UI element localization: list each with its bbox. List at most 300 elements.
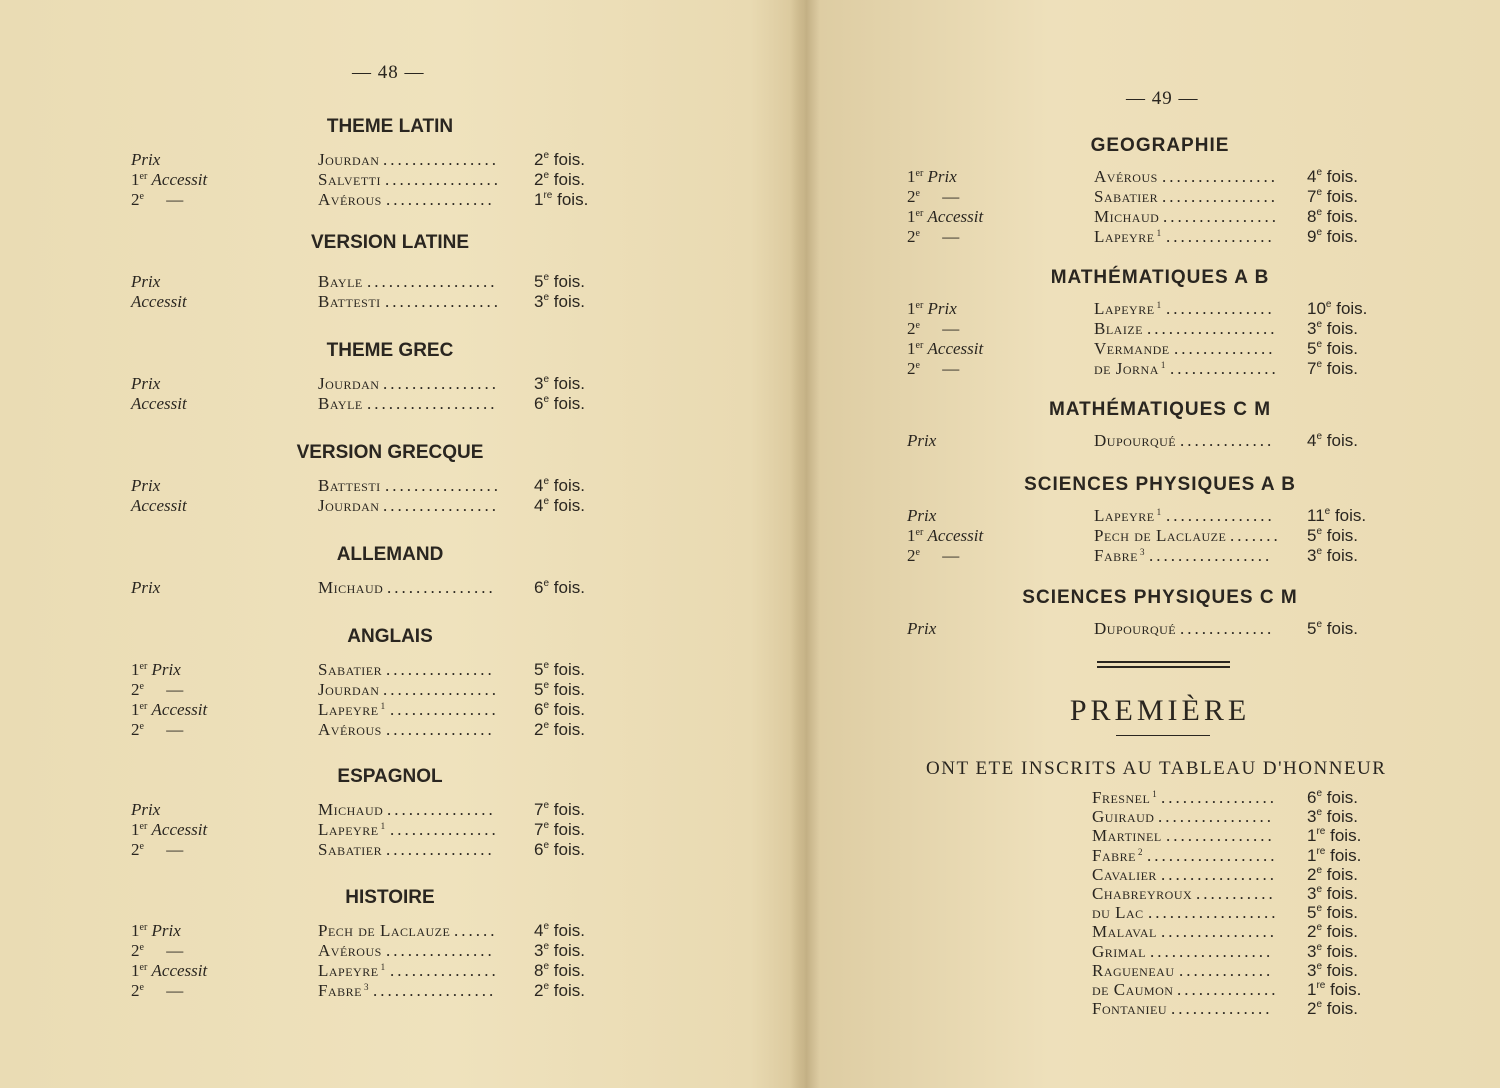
prize-row (131, 578, 614, 598)
dot-leader: ............... (386, 720, 495, 739)
student-name (1094, 526, 1226, 546)
prize-row (907, 506, 1387, 526)
student-name-text: Fabre (1092, 845, 1136, 865)
dot-leader: ................ (1162, 187, 1278, 206)
section-title: VERSION LATINE (311, 232, 469, 253)
dot-leader: ................ (383, 496, 499, 515)
page-number: — 49 — (1126, 88, 1199, 109)
student-name-text: du Lac (1092, 903, 1144, 923)
times-count (534, 496, 585, 516)
prize-row (907, 167, 1387, 187)
count-number: 5 (534, 660, 544, 679)
times-count (1307, 865, 1358, 885)
dot-leader: ................ (1161, 922, 1277, 942)
times-count (1307, 359, 1358, 379)
times-count (534, 578, 585, 598)
section-title: ANGLAIS (347, 626, 433, 647)
count-suffix: e (1316, 339, 1323, 350)
count-fois: fois. (1330, 845, 1362, 865)
student-name-text: Bayle (318, 394, 363, 413)
rank-label (131, 700, 207, 720)
rank-text: Prix (131, 476, 161, 495)
count-suffix: e (543, 660, 550, 671)
dot-leader: ................ (385, 476, 501, 495)
prize-row (131, 660, 614, 680)
prize-row (1092, 980, 1387, 1000)
rank-text: — (166, 720, 184, 739)
dot-leader: ................ (385, 170, 501, 189)
rank-text: Accessit (151, 961, 208, 980)
count-fois: fois. (553, 292, 585, 311)
dot-leader: ................ (385, 292, 501, 311)
count-suffix: e (543, 150, 550, 161)
count-fois: fois. (553, 496, 585, 515)
student-name (1092, 884, 1192, 904)
count-suffix: e (543, 921, 550, 932)
rank-label (131, 961, 207, 981)
count-number: 4 (1307, 431, 1317, 450)
student-name-text: Jourdan (318, 150, 380, 169)
rank-ordinal: 1 (907, 526, 916, 545)
student-name-text: Lapeyre (1094, 506, 1155, 525)
count-number: 3 (1307, 941, 1317, 961)
count-suffix: e (543, 720, 550, 731)
rank-text: Accessit (151, 170, 208, 189)
times-count (534, 394, 585, 414)
dot-leader: ................. (1150, 941, 1274, 961)
section-title: SCIENCES PHYSIQUES A B (1024, 474, 1296, 495)
count-number: 5 (1307, 619, 1317, 638)
count-number: 7 (534, 820, 544, 839)
count-fois: fois. (553, 820, 585, 839)
dot-leader: ............... (387, 578, 496, 597)
rank-ordinal: 2 (907, 359, 916, 378)
count-number: 3 (534, 941, 544, 960)
count-number: 2 (1307, 922, 1317, 942)
times-count (1307, 884, 1358, 904)
count-number: 7 (1307, 187, 1317, 206)
count-number: 1 (1307, 845, 1317, 865)
rank-ordinal: 1 (131, 660, 140, 679)
rank-text: — (942, 227, 960, 246)
student-name-text: Fabre (1094, 546, 1138, 565)
count-fois: fois. (553, 170, 585, 189)
count-suffix: e (1316, 431, 1323, 442)
count-number: 2 (534, 150, 544, 169)
rank-ordinal-suffix: e (915, 188, 920, 199)
times-count (534, 941, 585, 961)
rank-text: Prix (907, 431, 937, 450)
count-fois: fois. (1326, 319, 1358, 338)
rank-ordinal-suffix: e (139, 681, 144, 692)
rank-text: Prix (151, 921, 181, 940)
student-name (1094, 227, 1162, 247)
count-fois: fois. (553, 941, 585, 960)
count-fois: fois. (1326, 884, 1358, 903)
rank-ordinal-suffix: er (139, 171, 148, 182)
rank-ordinal: 2 (131, 190, 140, 209)
times-count (534, 374, 585, 394)
prize-row (1092, 865, 1387, 885)
double-rule (1097, 661, 1230, 663)
rank-label (131, 820, 207, 840)
prize-row (907, 431, 1387, 451)
count-number: 3 (1307, 960, 1317, 980)
dot-leader: ................. (1149, 546, 1273, 565)
times-count (1307, 922, 1358, 942)
dot-leader: ............... (387, 800, 496, 819)
student-name-text: Dupourqué (1094, 619, 1177, 638)
student-name (318, 961, 386, 981)
dot-leader: ............. (1180, 619, 1275, 638)
rank-label (907, 339, 983, 359)
rank-label (907, 619, 936, 639)
rank-text: — (166, 190, 184, 209)
count-fois: fois. (1330, 980, 1362, 999)
student-name (1092, 999, 1167, 1019)
rank-ordinal-suffix: er (915, 527, 924, 538)
count-fois: fois. (1326, 167, 1358, 186)
student-name-text: Fabre (318, 981, 362, 1000)
section-title: ESPAGNOL (337, 766, 443, 787)
rank-label (131, 476, 160, 496)
rank-label (131, 680, 183, 700)
student-name (1092, 903, 1144, 923)
dot-leader: ............. (1179, 960, 1274, 980)
dot-leader: ........... (1196, 884, 1276, 903)
rank-label (907, 207, 983, 227)
page-gutter (790, 0, 820, 1088)
rank-ordinal: 1 (907, 339, 916, 358)
count-number: 6 (534, 394, 544, 413)
count-suffix: e (1316, 359, 1323, 370)
count-suffix: e (1316, 526, 1323, 537)
footnote-mark: 1 (1160, 360, 1166, 370)
student-name (318, 150, 379, 170)
times-count (1307, 546, 1358, 566)
prize-row (131, 272, 614, 292)
prize-row (907, 619, 1387, 639)
student-name-text: Jourdan (318, 496, 380, 515)
student-name (1094, 207, 1159, 227)
dot-leader: .................. (1148, 903, 1279, 923)
times-count (1307, 999, 1358, 1019)
count-number: 8 (534, 961, 544, 980)
times-count (1307, 431, 1358, 451)
count-suffix: e (543, 941, 550, 952)
rank-ordinal: 1 (131, 820, 140, 839)
count-suffix: e (543, 374, 550, 385)
rank-ordinal-suffix: er (915, 208, 924, 219)
times-count (534, 840, 585, 860)
count-number: 1 (1307, 980, 1317, 999)
dot-leader: ................ (383, 374, 499, 393)
count-suffix: e (543, 961, 550, 972)
prize-row (907, 207, 1387, 227)
student-name-text: Chabreyroux (1092, 884, 1193, 903)
rank-text: Prix (131, 374, 161, 393)
count-suffix: e (543, 680, 550, 691)
count-fois: fois. (553, 476, 585, 495)
student-name-text: Michaud (318, 578, 384, 597)
count-number: 5 (1307, 339, 1317, 358)
double-rule (1097, 666, 1230, 668)
count-suffix: e (543, 292, 550, 303)
times-count (534, 680, 585, 700)
dot-leader: ................ (1163, 207, 1279, 226)
dot-leader: ................ (1162, 167, 1278, 186)
footnote-mark: 1 (1156, 507, 1162, 517)
count-suffix: e (1316, 903, 1323, 915)
rank-ordinal-suffix: e (915, 228, 920, 239)
student-name-text: Lapeyre (318, 961, 379, 980)
student-name (1094, 299, 1162, 319)
student-name (318, 170, 381, 190)
student-name (318, 840, 382, 860)
rank-ordinal: 2 (131, 680, 140, 699)
count-fois: fois. (1326, 187, 1358, 206)
count-suffix: e (1316, 319, 1323, 330)
times-count (1307, 961, 1358, 981)
student-name-text: Grimal (1092, 941, 1146, 961)
rank-label (907, 319, 959, 339)
rank-label (131, 496, 187, 516)
times-count (1307, 942, 1358, 962)
student-name (1094, 506, 1162, 526)
student-name (318, 720, 382, 740)
count-number: 2 (534, 720, 544, 739)
student-name (1094, 319, 1143, 339)
count-fois: fois. (553, 981, 585, 1000)
prize-row (1092, 903, 1387, 923)
count-suffix: e (1316, 884, 1323, 895)
rank-text: Prix (131, 150, 161, 169)
rank-label (131, 660, 181, 680)
dot-leader: ............... (386, 190, 495, 209)
prize-row (131, 292, 614, 312)
count-suffix: e (1316, 807, 1323, 819)
rank-ordinal: 1 (131, 921, 140, 940)
dot-leader: ............. (1180, 431, 1275, 450)
rank-ordinal-suffix: er (139, 701, 148, 712)
rank-label (131, 840, 183, 860)
dot-leader: ............... (1170, 359, 1279, 378)
student-name-text: Malaval (1092, 922, 1157, 942)
count-suffix: e (1316, 167, 1323, 178)
prize-row (907, 339, 1387, 359)
count-fois: fois. (553, 840, 585, 859)
student-name (318, 820, 386, 840)
student-name-text: de Caumon (1092, 980, 1174, 999)
page-number: — 48 — (352, 62, 425, 83)
times-count (1307, 846, 1361, 866)
student-name (318, 292, 381, 312)
prize-row (1092, 999, 1387, 1019)
times-count (534, 272, 585, 292)
count-fois: fois. (1326, 431, 1358, 450)
times-count (534, 961, 585, 981)
rank-label (907, 167, 957, 187)
count-number: 2 (1307, 864, 1317, 884)
count-suffix: e (543, 272, 550, 283)
dot-leader: ....... (1230, 526, 1281, 545)
rank-ordinal-suffix: er (915, 340, 924, 351)
count-number: 4 (534, 921, 544, 940)
student-name (318, 374, 379, 394)
rank-text: Prix (131, 578, 161, 597)
student-name (318, 800, 383, 820)
times-count (1307, 980, 1361, 1000)
count-fois: fois. (553, 660, 585, 679)
student-name-text: Battesti (318, 476, 381, 495)
count-fois: fois. (1326, 941, 1358, 961)
times-count (534, 921, 585, 941)
title-underline (1116, 735, 1210, 736)
rank-label (131, 394, 187, 414)
count-number: 1 (534, 190, 544, 209)
prize-row (1092, 826, 1387, 846)
count-number: 7 (534, 800, 544, 819)
count-fois: fois. (1334, 506, 1367, 525)
prize-row (1092, 846, 1387, 866)
count-fois: fois. (553, 700, 585, 719)
rank-text: — (166, 941, 184, 960)
footnote-mark: 3 (363, 982, 369, 992)
student-name (1092, 807, 1154, 827)
times-count (534, 720, 585, 740)
rank-text: Prix (927, 299, 957, 318)
dot-leader: ................ (1161, 864, 1277, 884)
student-name-text: Lapeyre (1094, 299, 1155, 318)
student-name-text: Fresnel (1092, 788, 1151, 807)
times-count (1307, 807, 1358, 827)
count-fois: fois. (553, 961, 585, 980)
honor-roll-subtitle: ONT ETE INSCRITS AU TABLEAU D'HONNEUR (926, 758, 1387, 779)
count-suffix: e (543, 981, 550, 992)
rank-ordinal-suffix: er (139, 922, 148, 933)
times-count (534, 700, 585, 720)
prize-row (131, 720, 614, 740)
count-fois: fois. (1326, 339, 1358, 358)
section-title: SCIENCES PHYSIQUES C M (1022, 587, 1298, 608)
student-name (1094, 187, 1158, 207)
times-count (534, 476, 585, 496)
rank-text: — (166, 680, 184, 699)
dot-leader: ............... (1166, 506, 1275, 525)
rank-ordinal-suffix: er (915, 168, 924, 179)
student-name (318, 272, 363, 292)
count-number: 10 (1307, 299, 1326, 318)
count-fois: fois. (557, 190, 589, 209)
rank-label (907, 187, 959, 207)
rank-text: Accessit (131, 394, 187, 413)
times-count (1307, 187, 1358, 207)
student-name (318, 496, 379, 516)
prize-row (131, 800, 614, 820)
rank-ordinal: 1 (131, 170, 140, 189)
rank-ordinal: 2 (907, 546, 916, 565)
student-name-text: Blaize (1094, 319, 1143, 338)
count-fois: fois. (1326, 788, 1358, 807)
times-count (1307, 319, 1358, 339)
count-fois: fois. (1326, 546, 1358, 565)
student-name-text: Pech de Laclauze (318, 921, 451, 940)
dot-leader: ...... (454, 921, 498, 940)
rank-label (131, 374, 160, 394)
count-number: 2 (534, 170, 544, 189)
rank-text: Accessit (151, 820, 208, 839)
count-number: 4 (1307, 167, 1317, 186)
count-suffix: e (543, 170, 550, 181)
count-fois: fois. (1326, 227, 1358, 246)
rank-ordinal-suffix: e (915, 320, 920, 331)
times-count (534, 820, 585, 840)
student-name-text: Guiraud (1092, 807, 1155, 827)
footnote-mark: 1 (380, 701, 386, 711)
prize-row (131, 190, 614, 210)
count-fois: fois. (1326, 807, 1358, 827)
times-count (534, 981, 585, 1001)
dot-leader: ............... (1166, 826, 1275, 846)
rank-label (907, 546, 959, 566)
rank-label (131, 921, 181, 941)
prize-row (131, 961, 614, 981)
count-fois: fois. (553, 921, 585, 940)
dot-leader: ............... (1166, 227, 1275, 246)
count-fois: fois. (553, 374, 585, 393)
student-name-text: Avérous (318, 190, 382, 209)
prize-row (131, 921, 614, 941)
count-suffix: e (1324, 506, 1331, 517)
student-name-text: Avérous (1094, 167, 1158, 186)
count-number: 2 (534, 981, 544, 1000)
student-name-text: Sabatier (1094, 187, 1159, 206)
prize-row (131, 680, 614, 700)
count-suffix: re (1316, 980, 1326, 991)
student-name (1094, 431, 1176, 451)
student-name (318, 700, 386, 720)
count-suffix: e (1316, 227, 1323, 238)
dot-leader: .................. (367, 394, 498, 413)
count-suffix: e (1316, 788, 1323, 799)
rank-ordinal-suffix: e (139, 982, 144, 993)
rank-ordinal: 1 (907, 299, 916, 318)
student-name (318, 190, 382, 210)
times-count (534, 660, 585, 680)
count-suffix: e (1316, 546, 1323, 557)
student-name-text: Battesti (318, 292, 381, 311)
count-suffix: e (1316, 187, 1323, 198)
rank-ordinal-suffix: e (139, 721, 144, 732)
student-name (1092, 922, 1157, 942)
count-number: 5 (534, 680, 544, 699)
rank-ordinal-suffix: er (139, 821, 148, 832)
count-suffix: e (543, 840, 550, 851)
rank-text: — (942, 187, 960, 206)
rank-text: Prix (927, 167, 957, 186)
student-name-text: Michaud (318, 800, 384, 819)
section-title: THEME GREC (326, 340, 454, 361)
dot-leader: ................ (383, 680, 499, 699)
times-count (1307, 788, 1358, 808)
student-name (318, 941, 382, 961)
times-count (1307, 339, 1358, 359)
student-name-text: Fontanieu (1092, 999, 1167, 1019)
count-suffix: re (1316, 826, 1326, 838)
rank-text: Accessit (927, 207, 984, 226)
student-name-text: de Jorna (1094, 359, 1159, 378)
section-title: MATHÉMATIQUES A B (1050, 267, 1270, 288)
